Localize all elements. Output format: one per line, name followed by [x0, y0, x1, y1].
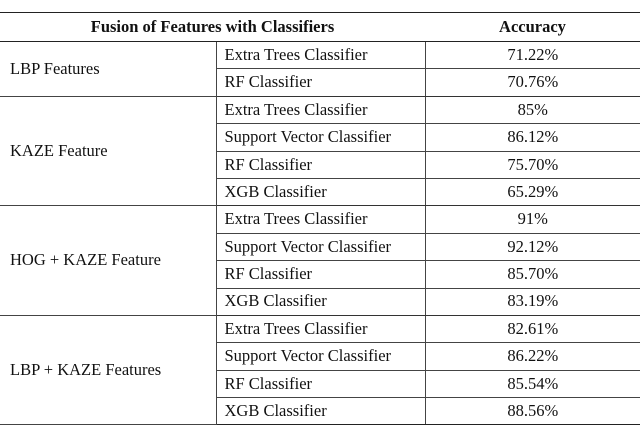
accuracy-cell: 82.61%	[425, 315, 640, 342]
accuracy-cell: 88.56%	[425, 398, 640, 425]
feature-group-label: LBP + KAZE Features	[0, 315, 216, 425]
accuracy-cell: 86.12%	[425, 124, 640, 151]
feature-group-label: KAZE Feature	[0, 96, 216, 206]
table-body	[0, 42, 640, 425]
accuracy-cell: 85%	[425, 96, 640, 123]
classifier-cell: Extra Trees Classifier	[216, 96, 425, 123]
classifier-cell: RF Classifier	[216, 261, 425, 288]
table-row	[0, 315, 640, 342]
feature-group-label: HOG + KAZE Feature	[0, 206, 216, 316]
accuracy-cell: 85.70%	[425, 261, 640, 288]
classifier-cell: Extra Trees Classifier	[216, 206, 425, 233]
classifier-cell: RF Classifier	[216, 151, 425, 178]
results-table	[0, 12, 640, 425]
classifier-cell: XGB Classifier	[216, 398, 425, 425]
classifier-cell: Support Vector Classifier	[216, 124, 425, 151]
table-row	[0, 206, 640, 233]
classifier-cell: Support Vector Classifier	[216, 233, 425, 260]
accuracy-cell: 70.76%	[425, 69, 640, 96]
classifier-cell: Support Vector Classifier	[216, 343, 425, 370]
feature-group-label: LBP Features	[0, 42, 216, 97]
classifier-cell: RF Classifier	[216, 69, 425, 96]
accuracy-cell: 71.22%	[425, 42, 640, 69]
page-top-margin	[0, 0, 640, 8]
accuracy-cell: 85.54%	[425, 370, 640, 397]
header-fusion: Fusion of Features with Classifiers	[0, 13, 425, 42]
accuracy-cell: 91%	[425, 206, 640, 233]
classifier-cell: Extra Trees Classifier	[216, 315, 425, 342]
classifier-cell: RF Classifier	[216, 370, 425, 397]
table-row	[0, 42, 640, 69]
table-row	[0, 96, 640, 123]
header-row	[0, 13, 640, 42]
table-header	[0, 13, 640, 42]
accuracy-cell: 92.12%	[425, 233, 640, 260]
header-accuracy: Accuracy	[425, 13, 640, 42]
accuracy-cell: 86.22%	[425, 343, 640, 370]
accuracy-cell: 65.29%	[425, 178, 640, 205]
accuracy-cell: 83.19%	[425, 288, 640, 315]
classifier-cell: Extra Trees Classifier	[216, 42, 425, 69]
classifier-cell: XGB Classifier	[216, 178, 425, 205]
classifier-cell: XGB Classifier	[216, 288, 425, 315]
accuracy-cell: 75.70%	[425, 151, 640, 178]
